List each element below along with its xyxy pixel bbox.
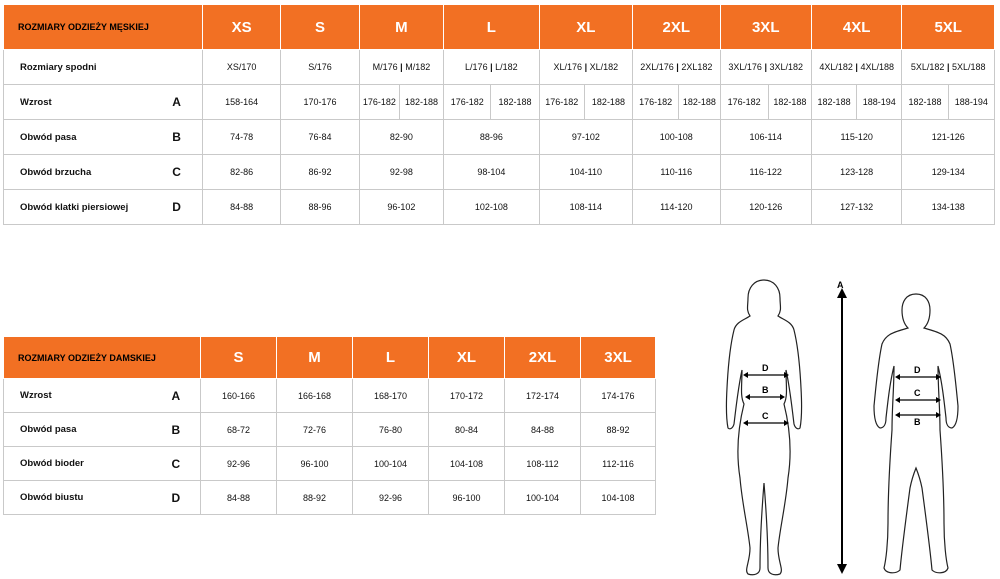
men-size-table — [3, 4, 995, 225]
body-measurement-diagram — [718, 278, 1000, 579]
row-label: Obwód brzucha — [4, 155, 167, 190]
height-axis-label: A — [837, 280, 844, 290]
men-size-header: 4XL — [811, 5, 901, 50]
svg-text:D: D — [914, 365, 921, 375]
men-belly-row — [4, 155, 995, 190]
table-cell: 182-188 — [584, 85, 632, 120]
table-cell: 188-194 — [948, 85, 994, 120]
men-size-header: XL — [539, 5, 632, 50]
table-cell: 114-120 — [633, 190, 720, 225]
table-cell: 172-174 — [505, 379, 581, 413]
table-cell: 104-110 — [539, 155, 632, 190]
table-cell: 188-194 — [857, 85, 902, 120]
table-cell: 182-188 — [811, 85, 856, 120]
table-cell: 182-188 — [902, 85, 948, 120]
women-size-header: 2XL — [505, 337, 581, 379]
women-waist-row — [4, 413, 656, 447]
row-letter: B — [166, 120, 202, 155]
table-cell: 176-182 — [720, 85, 768, 120]
table-cell: XS/170 — [202, 50, 280, 85]
women-size-header: XL — [429, 337, 505, 379]
table-cell: 88-92 — [277, 481, 353, 515]
svg-text:C: C — [914, 388, 921, 398]
men-size-header: M — [359, 5, 443, 50]
table-cell: 100-108 — [633, 120, 720, 155]
men-size-header: S — [281, 5, 359, 50]
women-bust-row — [4, 481, 656, 515]
row-letter: A — [166, 379, 201, 413]
table-cell: 84-88 — [505, 413, 581, 447]
table-cell: 127-132 — [811, 190, 901, 225]
table-cell: 3XL/176 | 3XL/182 — [720, 50, 811, 85]
table-cell: 84-88 — [202, 190, 280, 225]
table-cell: 80-84 — [429, 413, 505, 447]
table-cell: M/176 | M/182 — [359, 50, 443, 85]
table-cell: 176-182 — [444, 85, 491, 120]
row-label: Obwód pasa — [4, 120, 167, 155]
table-cell: 176-182 — [633, 85, 679, 120]
table-cell: 97-102 — [539, 120, 632, 155]
table-cell: 108-112 — [505, 447, 581, 481]
row-letter: C — [166, 447, 201, 481]
row-label: Wzrost — [4, 85, 167, 120]
women-height-row — [4, 379, 656, 413]
men-chest-row — [4, 190, 995, 225]
table-cell: 102-108 — [444, 190, 539, 225]
table-cell: L/176 | L/182 — [444, 50, 539, 85]
table-cell: 166-168 — [277, 379, 353, 413]
table-cell: 104-108 — [581, 481, 656, 515]
men-size-header: 2XL — [633, 5, 720, 50]
table-cell: 68-72 — [201, 413, 277, 447]
row-label: Wzrost — [4, 379, 166, 413]
table-cell: 92-98 — [359, 155, 443, 190]
table-cell: XL/176 | XL/182 — [539, 50, 632, 85]
women-size-table — [3, 336, 656, 515]
table-cell: 88-96 — [444, 120, 539, 155]
table-cell: 74-78 — [202, 120, 280, 155]
man-silhouette — [874, 294, 958, 573]
men-size-header: 3XL — [720, 5, 811, 50]
table-cell: 98-104 — [444, 155, 539, 190]
row-letter: D — [166, 190, 202, 225]
table-cell: 72-76 — [277, 413, 353, 447]
women-header-row — [4, 337, 656, 379]
men-trousers-row — [4, 50, 995, 85]
table-cell: 182-188 — [768, 85, 811, 120]
table-cell: 116-122 — [720, 155, 811, 190]
table-cell: 112-116 — [581, 447, 656, 481]
table-cell: 106-114 — [720, 120, 811, 155]
table-cell: 88-92 — [581, 413, 656, 447]
women-size-header: S — [201, 337, 277, 379]
women-size-header: M — [277, 337, 353, 379]
men-header-row — [4, 5, 995, 50]
table-cell: 100-104 — [505, 481, 581, 515]
men-size-header: XS — [202, 5, 280, 50]
row-letter: A — [166, 85, 202, 120]
table-cell: 182-188 — [679, 85, 720, 120]
table-cell: 104-108 — [429, 447, 505, 481]
table-cell: 96-102 — [359, 190, 443, 225]
row-label: Rozmiary spodni — [4, 50, 203, 85]
table-cell: 84-88 — [201, 481, 277, 515]
table-cell: 170-176 — [281, 85, 359, 120]
table-cell: 120-126 — [720, 190, 811, 225]
table-cell: 92-96 — [201, 447, 277, 481]
table-cell: 182-188 — [399, 85, 443, 120]
row-letter: D — [166, 481, 201, 515]
men-size-header: L — [444, 5, 539, 50]
height-axis-arrow-down — [837, 564, 847, 574]
svg-text:D: D — [762, 363, 769, 373]
table-cell: 108-114 — [539, 190, 632, 225]
row-letter: C — [166, 155, 202, 190]
table-cell: 158-164 — [202, 85, 280, 120]
row-label: Obwód bioder — [4, 447, 166, 481]
table-cell: 82-90 — [359, 120, 443, 155]
table-cell: 176-182 — [539, 85, 584, 120]
women-size-header: L — [353, 337, 429, 379]
table-cell: 4XL/182 | 4XL/188 — [811, 50, 901, 85]
table-cell: 121-126 — [902, 120, 995, 155]
row-label: Obwód biustu — [4, 481, 166, 515]
svg-text:B: B — [914, 417, 921, 427]
table-cell: 88-96 — [281, 190, 359, 225]
table-cell: 100-104 — [353, 447, 429, 481]
table-cell: 182-188 — [491, 85, 539, 120]
table-cell: 2XL/176 | 2XL182 — [633, 50, 720, 85]
table-cell: 123-128 — [811, 155, 901, 190]
table-cell: 134-138 — [902, 190, 995, 225]
women-table-title: ROZMIARY ODZIEŻY DAMSKIEJ — [4, 337, 201, 379]
women-hips-row — [4, 447, 656, 481]
table-cell: 129-134 — [902, 155, 995, 190]
table-cell: 92-96 — [353, 481, 429, 515]
table-cell: 160-166 — [201, 379, 277, 413]
table-cell: 170-172 — [429, 379, 505, 413]
women-size-header: 3XL — [581, 337, 656, 379]
row-label: Obwód klatki piersiowej — [4, 190, 167, 225]
men-size-header: 5XL — [902, 5, 995, 50]
table-cell: 168-170 — [353, 379, 429, 413]
svg-text:B: B — [762, 385, 769, 395]
table-cell: 96-100 — [429, 481, 505, 515]
table-cell: 174-176 — [581, 379, 656, 413]
table-cell: 115-120 — [811, 120, 901, 155]
table-cell: 110-116 — [633, 155, 720, 190]
row-label: Obwód pasa — [4, 413, 166, 447]
woman-silhouette — [726, 280, 801, 575]
table-cell: 86-92 — [281, 155, 359, 190]
table-cell: 176-182 — [359, 85, 399, 120]
men-height-row — [4, 85, 995, 120]
men-waist-row — [4, 120, 995, 155]
table-cell: 76-84 — [281, 120, 359, 155]
table-cell: 82-86 — [202, 155, 280, 190]
row-letter: B — [166, 413, 201, 447]
table-cell: 96-100 — [277, 447, 353, 481]
table-cell: 5XL/182 | 5XL/188 — [902, 50, 995, 85]
svg-text:C: C — [762, 411, 769, 421]
men-table-title: ROZMIARY ODZIEŻY MĘSKIEJ — [4, 5, 203, 50]
table-cell: S/176 — [281, 50, 359, 85]
table-cell: 76-80 — [353, 413, 429, 447]
